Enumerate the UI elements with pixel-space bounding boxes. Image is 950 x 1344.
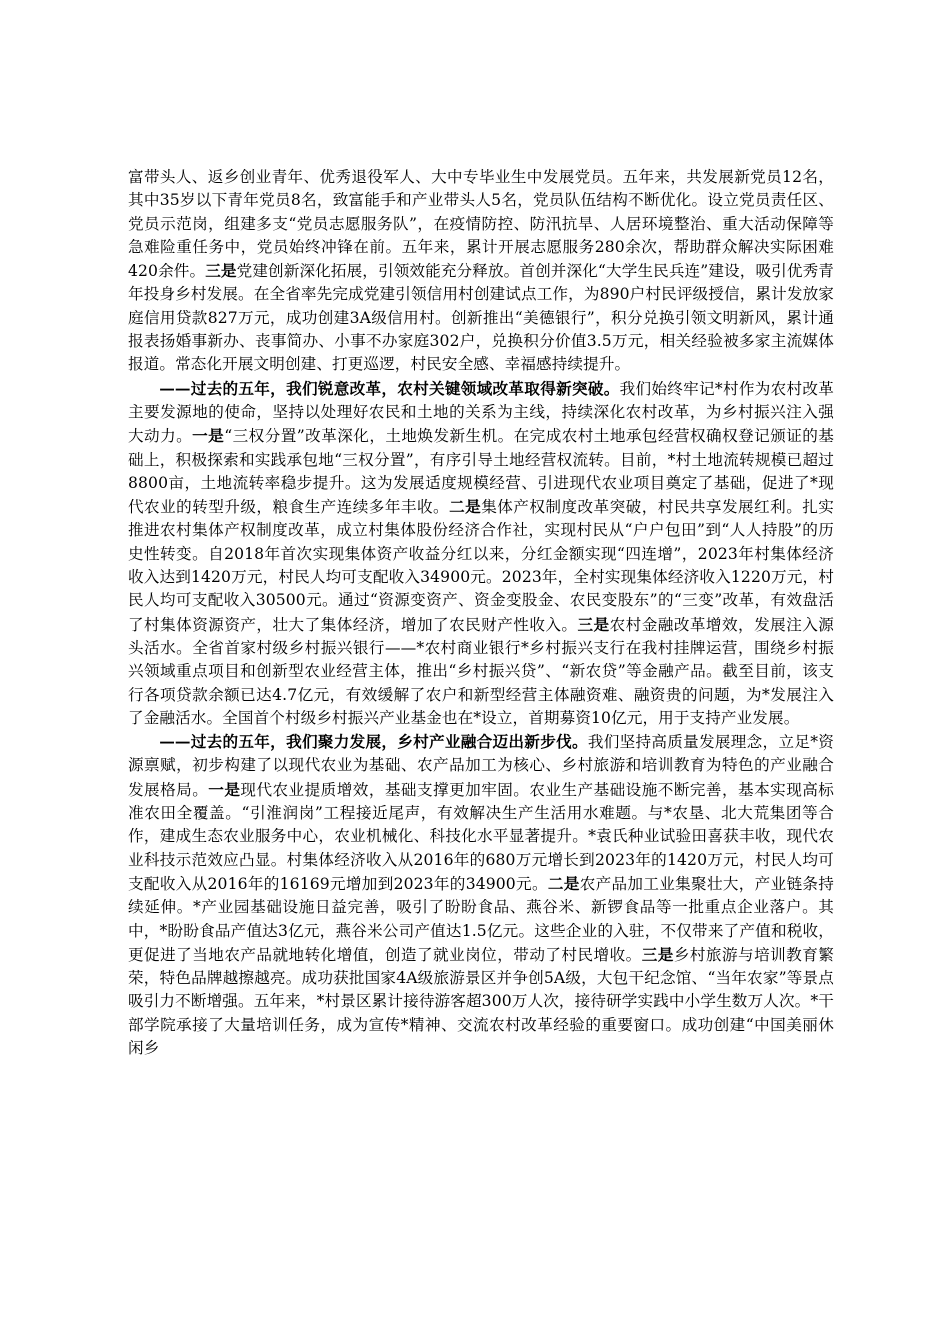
paragraph-industry-integration: [128, 730, 834, 1060]
bold-label: 二是: [547, 873, 580, 893]
text-run: 乡村旅游与培训教育繁荣，特色品牌越擦越亮。成功获批国家4A级旅游景区并争创5A级，大包干纪念馆、“当年农家”等景点吸引力不断增强。五年来，*村景区累计接待游客超300万人次，接待研学实践中小学生数万人次。*干部学院承接了大量培训任务，成为宣传*精神、交流农村改革经验的重要窗口。成功创建“中国美丽休闲乡: [128, 945, 834, 1057]
paragraph-rural-reform: [128, 377, 834, 730]
bold-label: 三是: [205, 261, 237, 281]
text-run: 现代农业提质增效，基础支撑更加牢固。农业生产基础设施不断完善，基本实现高标准农田全覆盖。“引淮润岗”工程接近尾声，有效解决生产生活用水难题。与*农垦、北大荒集团等合作，建成生态农业服务中心，农业机械化、科技化水平显著提升。*袁氏种业试验田喜获丰收，现代农业科技示范效应凸显。村集体经济收入从2016年的680万元增长到2023年的1420万元，村民人均可支配收入从2016年的16169元增加到2023年的34900元。: [128, 780, 834, 893]
text-run: 我们始终牢记*村作为农村改革主要发源地的使命，坚持以处理好农民和土地的关系为主线，持续深化农村改革，为乡村振兴注入强大动力。: [128, 379, 834, 446]
bold-label: 一是: [208, 779, 241, 799]
bold-label: 一是: [192, 426, 225, 446]
document-body: [128, 166, 834, 1060]
text-run: 富带头人、返乡创业青年、优秀退役军人、大中专毕业生中发展党员。五年来，共发展新党员12名，其中35岁以下青年党员8名，致富能手和产业带头人5名，党员队伍结构不断优化。设立党员责任区、党员示范岗，组建多支“党员志愿服务队”，在疫情防控、防汛抗旱、人居环境整治、重大活动保障等急难险重任务中，党员始终冲锋在前。五年来，累计开展志愿服务280余次，帮助群众解决实际困难420余件。: [128, 168, 834, 281]
bold-label: 三是: [577, 614, 610, 634]
text-run: 集体产权制度改革突破，村民共享发展红利。扎实推进农村集体产权制度改革，成立村集体股份经济合作社，实现村民从“户户包田”到“人人持股”的历史性转变。自2018年首次实现集体资产收益分红以来，分红金额实现“四连增”，2023年村集体经济收入达到1420万元，村民人均可支配收入34900元。2023年，全村实现集体经济收入1220万元，村民人均可支配收入30500元。通过“资源变资产、资金变股金、农民变股东”的“三变”改革，有效盘活了村集体资源资产，壮大了集体经济，增加了农民财产性收入。: [128, 498, 834, 634]
paragraph-party-building: [128, 166, 834, 377]
section-heading: ——过去的五年，我们聚力发展，乡村产业融合迈出新步伐。: [159, 732, 588, 752]
text-run: 我们坚持高质量发展理念，立足*资源禀赋，初步构建了以现代农业为基础、农产品加工为核心、乡村旅游和培训教育为特色的产业融合发展格局。: [128, 733, 834, 799]
section-heading: ——过去的五年，我们锐意改革，农村关键领域改革取得新突破。: [159, 378, 620, 398]
bold-label: 二是: [449, 497, 482, 517]
text-run: 农村金融改革增效，发展注入源头活水。全省首家村级乡村振兴银行——*农村商业银行*乡村振兴支行在我村挂牌运营，围绕乡村振兴领域重点项目和创新型农业经营主体，推出“乡村振兴贷”、“新农贷”等金融产品。截至目前，该支行各项贷款余额已达4.7亿元，有效缓解了农户和新型经营主体融资难、融资贵的问题，为*发展注入了金融活水。全国首个村级乡村振兴产业基金也在*设立，首期募资10亿元，用于支持产业发展。: [128, 615, 834, 727]
text-run: 农产品加工业集聚壮大，产业链条持续延伸。*产业园基础设施日益完善，吸引了盼盼食品、燕谷米、新锣食品等一批重点企业落户。其中，*盼盼食品产值达3亿元，燕谷米公司产值达1.5亿元。这些企业的入驻，不仅带来了产值和税收，更促进了当地农产品就地转化增值，创造了就业岗位，带动了村民增收。: [128, 874, 834, 964]
bold-label: 三是: [641, 944, 674, 964]
text-run: “三权分置”改革深化，土地焕发新生机。在完成农村土地承包经营权确权登记颁证的基础上，积极探索和实践承包地“三权分置”，有序引导土地经营权流转。目前，*村土地流转规模已超过8800亩，土地流转率稳步提升。这为发展适度规模经营、引进现代农业项目奠定了基础，促进了*现代农业的转型升级，粮食生产连续多年丰收。: [128, 427, 834, 517]
text-run: 党建创新深化拓展，引领效能充分释放。首创并深化“大学生民兵连”建设，吸引优秀青年投身乡村发展。在全省率先完成党建引领信用村创建试点工作，为890户村民评级授信，累计发放家庭信用贷款827万元，成功创建3A级信用村。创新推出“美德银行”，积分兑换引领文明新风，累计通报表扬婚事新办、丧事简办、小事不办家庭302户，兑换积分价值3.5万元，相关经验被多家主流媒体报道。常态化开展文明创建、打更巡逻，村民安全感、幸福感持续提升。: [128, 262, 834, 374]
